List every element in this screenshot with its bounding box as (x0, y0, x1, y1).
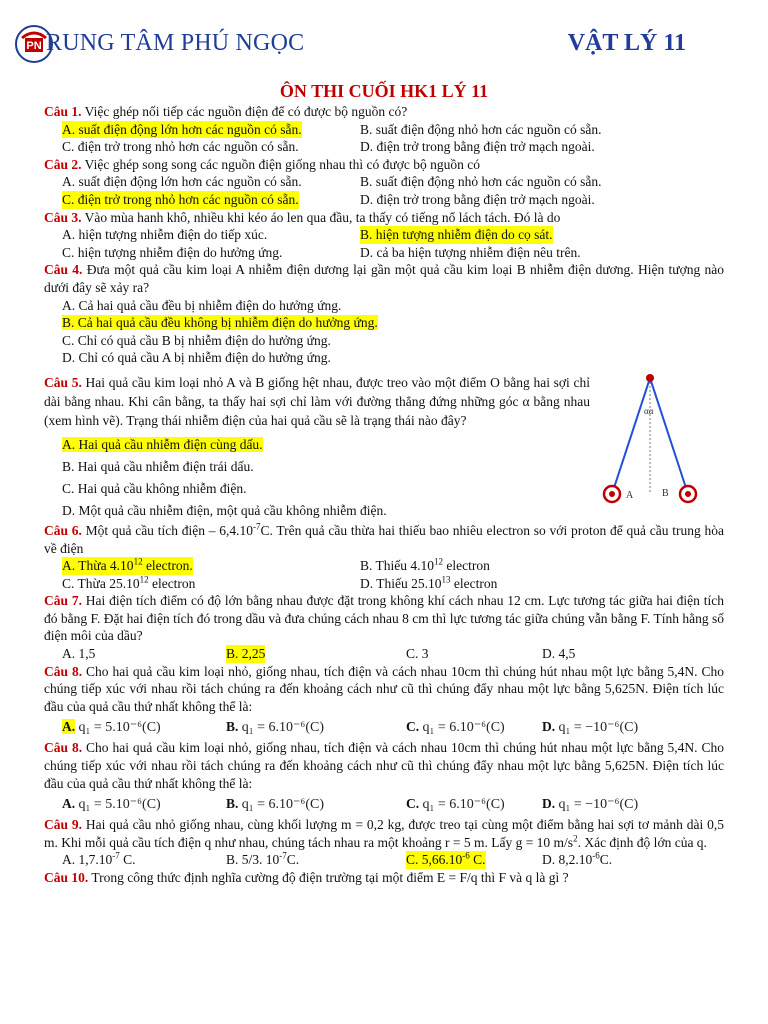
question-label: Câu 6. (44, 522, 82, 538)
question-text: Cho hai quả cầu kim loại nhỏ, giống nhau, tích điện và cách nhau 10cm thì chúng hút nhau một lực bằng 5,4N. Cho chúng tiếp xúc với nhau rồi tách chúng ra đến khoảng cách như cũ thì chúng đẩy nhau một lực bằng 5,625N. Điện tích lúc đầu của quả cầu thứ nhất không thể là: (44, 663, 724, 714)
question-text: Hai điện tích điểm có độ lớn bằng nhau được đặt trong không khí cách nhau 12 cm. Lực tương tác giữa hai điện tích đó bằng F. Đặt hai điện tích đó trong dầu và đưa chúng cách nhau 8 cm thì lực tương tác giữa chúng vẫn bằng F. Tính hằng số điện môi của dầu? (44, 593, 724, 644)
question-10 (44, 869, 724, 887)
question-text: . Xác định độ lớn của q. (577, 834, 707, 850)
option-c: C. Hai quả cầu không nhiễm điện. (62, 480, 247, 496)
question-text: Trong công thức định nghĩa cường độ điện trường tại một điểm E = F/q thì F và q là gì ? (88, 870, 569, 885)
option-c: C. $5,66.10^{-6}$ C. (406, 850, 486, 868)
options-row (44, 191, 724, 209)
option-d-row (44, 349, 724, 367)
label-b: B (662, 488, 669, 499)
thread-left (612, 378, 650, 494)
question-text: Vào mùa hanh khô, nhiều khi kéo áo len qua đầu, ta thấy có tiếng nổ lách tách. Đó là do (81, 209, 561, 225)
option-a: A. suất điện động lớn hơn các nguồn có sẵn. (62, 174, 302, 190)
option-a: A. 1,5 (62, 646, 96, 662)
exponent: -7 (253, 521, 261, 532)
option-d: D. cả ba hiện tượng nhiễm điện nêu trên. (360, 244, 581, 260)
options-row (44, 244, 724, 262)
option-b: B. q₁ = 6.10⁻⁶(C) (226, 796, 324, 813)
options-row (44, 851, 724, 869)
option-c: C. Chỉ có quả cầu B bị nhiễm điện do hưởng ứng. (62, 332, 331, 348)
option-d: D. q₁ = −10⁻⁶(C) (542, 719, 639, 736)
option-d: D. Chỉ có quả cầu A bị nhiễm điện do hưởng ứng. (62, 350, 331, 366)
option-d: D. điện trở trong bằng điện trở mạch ngoài. (360, 191, 595, 207)
question-7 (44, 592, 724, 645)
alpha-label: αα (644, 406, 654, 416)
options-row (44, 138, 724, 156)
option-c: C. q₁ = 6.10⁻⁶(C) (406, 719, 505, 736)
option-a: A. suất điện động lớn hơn các nguồn có sẵn. (62, 121, 302, 137)
option-b: B. 5/3. $10^{-7}C$. (226, 850, 300, 868)
option-d: D. điện trở trong bằng điện trở mạch ngoài. (360, 139, 595, 155)
option-b-row (44, 314, 724, 332)
question-8 (44, 663, 724, 716)
question-label: Câu 9. (44, 817, 83, 833)
question-text: Việc ghép song song các nguồn điện giống nhau thì có được bộ nguồn có (81, 156, 480, 172)
page-title: ÔN THI CUỐI HK1 LÝ 11 (279, 81, 489, 101)
subject-title: VẬT LÝ 11 (567, 30, 686, 56)
question-text: Đưa một quả cầu kim loại A nhiễm điện dương lại gần một quả cầu kim loại B nhiễm điện dương. Hiện tượng nào dưới đây sẽ xảy ra? (44, 262, 724, 295)
options-row (44, 645, 724, 663)
option-a: A. $1,7.10^{-7}$ C. (62, 850, 136, 868)
question-text: Một quả cầu tích điện – 6,4.10 (81, 522, 253, 538)
thread-right (650, 378, 688, 494)
question-label: Câu 3. (44, 209, 82, 225)
options-row (44, 792, 724, 816)
pivot-point (646, 374, 654, 382)
options-row (44, 557, 724, 575)
options-row (44, 173, 724, 191)
option-d: D. 4,5 (542, 646, 576, 662)
question-text: Việc ghép nối tiếp các nguồn điện để có được bộ nguồn có? (81, 104, 408, 119)
option-c-row (44, 332, 724, 350)
option-a-row (44, 297, 724, 315)
center-name: RUNG TÂM PHÚ NGỌC (46, 30, 305, 56)
option-c: C. q₁ = 6.10⁻⁶(C) (406, 796, 505, 813)
option-c: C. điện trở trong nhỏ hơn các nguồn có sẵn. (62, 191, 299, 207)
option-a: A. q₁ = 5.10⁻⁶(C) (62, 719, 161, 736)
option-c: C. điện trở trong nhỏ hơn các nguồn có sẵn. (62, 139, 299, 155)
option-b: B. Cả hai quả cầu đều không bị nhiễm điện do hưởng ứng. (62, 315, 378, 331)
options-row (44, 575, 724, 593)
option-d: D. Thiếu 25.10$^{13}$ electron (360, 574, 498, 591)
question-label: Câu 5. (44, 374, 82, 390)
options-row (44, 715, 724, 739)
question-6 (44, 522, 724, 557)
option-d: D. q₁ = −10⁻⁶(C) (542, 796, 639, 813)
question-2 (44, 156, 724, 174)
option-c: C. 3 (406, 646, 429, 662)
pendulum-diagram (598, 370, 702, 512)
options-row (44, 226, 724, 244)
question-5 (44, 373, 590, 430)
label-a: A (626, 490, 634, 501)
page-header (0, 24, 768, 68)
question-text: C. Trên quả cầu thừa hai thiếu bao nhiêu electron so với proton để quả cầu trung hòa về điện (44, 522, 724, 556)
question-4 (44, 261, 724, 296)
option-c: C. Thừa 25.10$^{12}$ electron (62, 574, 196, 591)
option-a: A. Cả hai quả cầu đều bị nhiễm điện do hưởng ứng. (62, 297, 342, 313)
option-b: B. suất điện động nhỏ hơn các nguồn có sẵn. (360, 121, 602, 137)
option-b: B. Thiếu 4.10$^{12}$ electron (360, 556, 490, 574)
question-label: Câu 4. (44, 262, 83, 278)
question-text: Hai quả cầu kim loại nhỏ A và B giống hệt nhau, được treo vào một điểm O bằng hai sợi chỉ dài bằng nhau. Khi cân bằng, ta thấy hai sợi chỉ làm với đường thẳng đứng những góc α bằng nhau (xem hình vẽ). Trạng thái nhiễm điện của hai quả cầu sẽ là trạng thái nào đây? (44, 374, 590, 428)
option-a: A. q₁ = 5.10⁻⁶(C) (62, 796, 161, 813)
question-text: Hai quả cầu nhỏ giống nhau, cùng khối lượng m = 0,2 kg, được treo tại cùng một điểm bằng hai sợi tơ mảnh dài 0,5 m. Khi mỗi quả cầu tích điện q như nhau, chúng tách nhau ra một khoảng r = 5 m. Lấy g = 10 m/s (44, 817, 724, 850)
question-label: Câu 8. (44, 740, 83, 756)
option-d: D. Một quả cầu nhiễm điện, một quả cầu không nhiễm điện. (62, 502, 387, 518)
option-c: C. hiện tượng nhiễm điện do hưởng ứng. (62, 244, 283, 260)
question-3 (44, 209, 724, 227)
option-d: D. $8,2.10^{-6}C$. (542, 850, 613, 868)
option-a: A. hiện tượng nhiễm điện do tiếp xúc. (62, 227, 268, 243)
question-label: Câu 8. (44, 663, 83, 679)
question-label: Câu 10. (44, 870, 89, 885)
option-b: B. suất điện động nhỏ hơn các nguồn có sẵn. (360, 174, 602, 190)
question-label: Câu 2. (44, 156, 82, 172)
question-1 (44, 103, 724, 121)
question-text: Cho hai quả cầu kim loại nhỏ, giống nhau, tích điện và cách nhau 10cm thì chúng hút nhau một lực bằng 5,4N. Cho chúng tiếp xúc với nhau rồi tách chúng ra đến khoảng cách như cũ thì chúng đẩy nhau một lực bằng 5,625N. Điện tích lúc đầu của quả cầu thứ nhất không thể là: (44, 740, 724, 791)
question-9 (44, 816, 724, 851)
question-8-duplicate (44, 739, 724, 792)
option-b: B. hiện tượng nhiễm điện do cọ sát. (360, 227, 553, 243)
option-b: B. 2,25 (226, 646, 266, 662)
exponent: 2 (573, 833, 578, 844)
question-label: Câu 1. (44, 104, 82, 119)
option-a: A. Hai quả cầu nhiễm điện cùng dấu. (62, 436, 263, 452)
options-row (44, 121, 724, 139)
question-label: Câu 7. (44, 593, 82, 609)
svg-text:PN: PN (26, 40, 42, 52)
option-a: A. Thừa 4.10$^{12}$ electron. (62, 556, 193, 574)
option-b: B. Hai quả cầu nhiễm điện trái dấu. (62, 458, 254, 474)
option-b: B. q₁ = 6.10⁻⁶(C) (226, 719, 324, 736)
